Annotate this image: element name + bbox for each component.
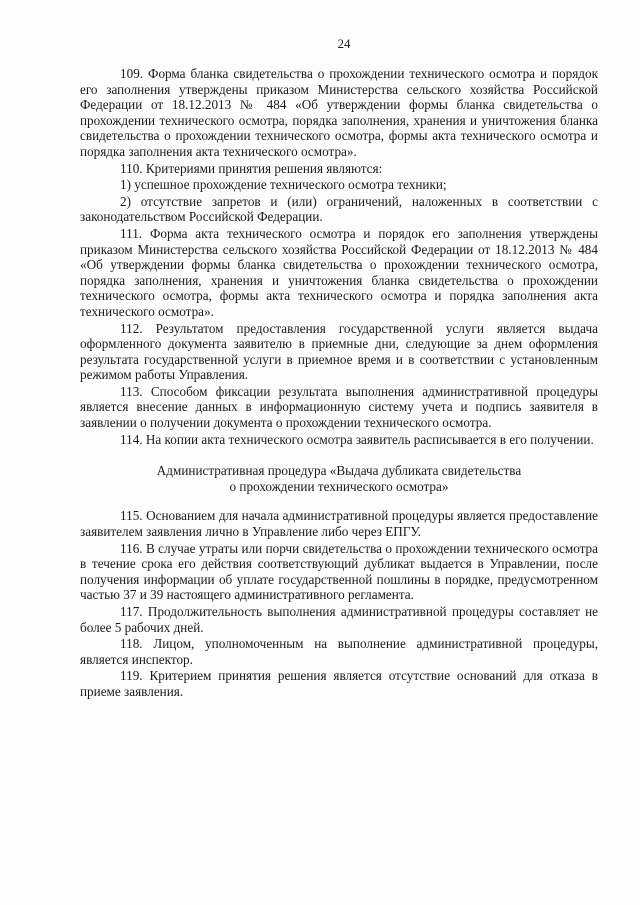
paragraph-114: 114. На копии акта технического осмотра заявитель расписывается в его получении.	[120, 431, 594, 447]
list-item-1: 1) успешное прохождение технического осмотра техники;	[120, 177, 447, 193]
section-heading	[80, 463, 598, 494]
paragraph-118: 118. Лицом, уполномоченным на выполнение административной процедуры, является инспектор.	[80, 636, 598, 667]
paragraph-119: 119. Критерием принятия решения является отсутствие оснований для отказа в приеме заявления.	[80, 668, 598, 699]
document-body	[80, 66, 598, 700]
paragraph-111: 111. Форма акта технического осмотра и порядок его заполнения утверждены приказом Министерства сельского хозяйства Российской Федерации от 18.12.2013 № 484 «Об утверждении формы бланка свидетельства о прохождении технического осмотра, порядка заполнения, хранения и уничтожения бланка свидетельства о прохождении технического осмотра, формы акта технического осмотра и порядка заполнения акта технического осмотра».	[80, 225, 598, 319]
paragraph-112: 112. Результатом предоставления государственной услуги является выдача оформленного документа заявителю в приемные дни, следующие за днем оформления результата государственной услуги в приемное время и в соответствии с установленным режимом работы Управления.	[80, 320, 598, 383]
paragraph-113: 113. Способом фиксации результата выполнения административной процедуры является внесение данных в информационную систему учета и подпись заявителя в заявлении о получении документа о прохождении технического осмотра.	[80, 383, 598, 431]
paragraph-116: 116. В случае утраты или порчи свидетельства о прохождении технического осмотра в течение срока его действия соответствующий дубликат выдается в Управлении, после получения информации об уплате государственной пошлины в порядке, предусмотренном частью 37 и 39 настоящего административного регламента.	[80, 540, 598, 603]
section-heading-line-1: Административная процедура «Выдача дубликата свидетельства	[156, 463, 522, 479]
paragraph-117: 117. Продолжительность выполнения административной процедуры составляет не более 5 рабочих дней.	[80, 604, 598, 635]
paragraph-115: 115. Основанием для начала административной процедуры является предоставление заявителем заявления лично в Управление либо через ЕПГУ.	[80, 508, 598, 540]
page-number: 24	[337, 36, 351, 51]
section-heading-line-2: о прохождении технического осмотра»	[229, 478, 449, 494]
list-item-2: 2) отсутствие запретов и (или) ограничений, наложенных в соответствии с законодательством Российской Федерации.	[80, 193, 598, 225]
paragraph-110: 110. Критериями принятия решения являются:	[120, 160, 383, 176]
paragraph-109: 109. Форма бланка свидетельства о прохождении технического осмотра и порядок его заполнения утверждены приказом Министерства сельского хозяйства Российской Федерации от 18.12.2013 № 484 «Об утверждении формы бланка свидетельства о прохождении технического осмотра, порядка заполнения, хранения и уничтожения бланка свидетельства о прохождении технического осмотра, формы акта технического осмотра и порядка заполнения акта технического осмотра».	[80, 66, 598, 159]
